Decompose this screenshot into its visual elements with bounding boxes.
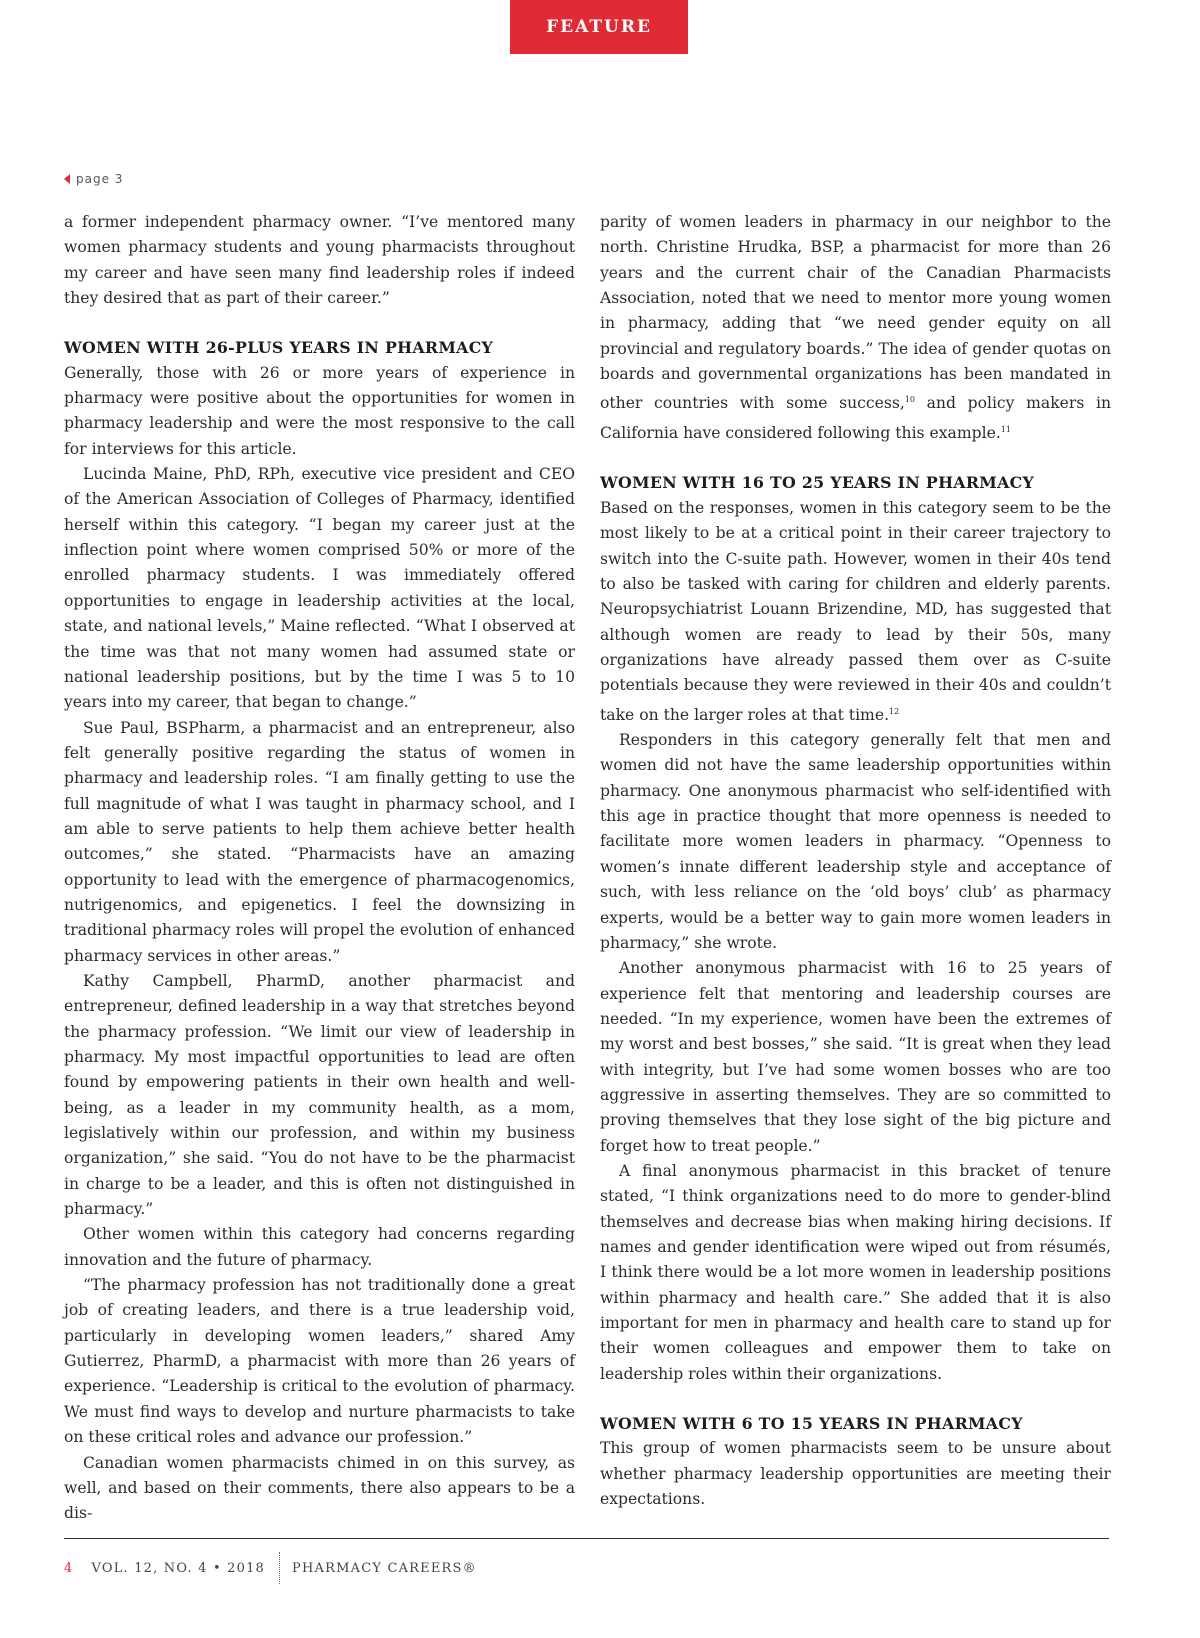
publication-name: PHARMACY CAREERS® (292, 1560, 477, 1576)
paragraph-text: and policy makers in California have considered following this example. (600, 394, 1111, 443)
footer (64, 1551, 477, 1585)
paragraph (600, 210, 1111, 446)
paragraph: a former independent pharmacy owner. “I’ve mentored many women pharmacy students and young pharmacists throughout my career and have seen many find leadership roles if indeed they desired that as part of their career.” (64, 213, 575, 308)
footnote-ref: 10 (904, 395, 915, 405)
paragraph: Kathy Campbell, PharmD, another pharmacist and entrepreneur, defined leadership in a way that stretches beyond the pharmacy profession. “We limit our view of leadership in pharmacy. My most impactful opportunities to lead are often found by empowering patients in their own health and well-being, as a leader in my community health, as a mom, legislatively within our profession, and within my business organization,” she said. “You do not have to be the pharmacist in charge to be a leader, and this is often not distinguished in pharmacy.” (64, 971, 575, 1219)
paragraph (600, 496, 1111, 728)
left-column (64, 210, 575, 1527)
section-heading-6-to-15: WOMEN WITH 6 TO 15 YEARS IN PHARMACY (600, 1414, 1023, 1434)
footer-divider (64, 1538, 1109, 1539)
paragraph: Canadian women pharmacists chimed in on this survey, as well, and based on their comments, there also appears to be a dis- (64, 1453, 575, 1523)
continued-from-label: page 3 (76, 172, 124, 186)
section-heading-16-to-25: WOMEN WITH 16 TO 25 YEARS IN PHARMACY (600, 473, 1035, 493)
continued-from-page[interactable] (64, 172, 123, 186)
left-triangle-icon (64, 174, 70, 184)
paragraph: Lucinda Maine, PhD, RPh, executive vice president and CEO of the American Association of Colleges of Pharmacy, identified herself within this category. “I began my career just at the inflection point where women comprised 50% or more of the enrolled pharmacy students. I was immediately offered opportunities to engage in leadership activities at the local, state, and national levels,” Maine reflected. “What I observed at the time was that not many women had assumed state or national leadership positions, but by the time I was 5 to 10 years into my career, that began to change.” (64, 465, 575, 712)
paragraph: Sue Paul, BSPharm, a pharmacist and an entrepreneur, also felt generally positive regarding the status of women in pharmacy and leadership roles. “I am finally getting to use the full magnitude of what I was taught in pharmacy school, and I am able to serve patients to help them achieve better health outcomes,” she stated. “Pharmacists have an amazing opportunity to lead with the emergence of pharmacogenomics, nutrigenomics, and epigenetics. I feel the downsizing in traditional pharmacy roles will propel the evolution of enhanced pharmacy services in other areas.” (64, 718, 575, 965)
footnote-ref: 12 (889, 706, 900, 716)
page-number: 4 (64, 1560, 74, 1576)
paragraph: A final anonymous pharmacist in this bracket of tenure stated, “I think organizations need to do more to gender-blind themselves and decrease bias when making hiring decisions. If names and gender identification were wiped out from résumés, I think there would be a lot more women in leadership positions within pharmacy and health care.” She added that it is also important for men in pharmacy and health care to stand up for their women colleagues and empower them to take on leadership roles within their organizations. (600, 1161, 1111, 1383)
paragraph: This group of women pharmacists seem to be unsure about whether pharmacy leadership opportunities are meeting their expectations. (600, 1439, 1111, 1509)
paragraph: Generally, those with 26 or more years of experience in pharmacy were positive about the opportunities for women in pharmacy leadership and were the most responsive to the call for interviews for this article. (64, 363, 575, 458)
paragraph: Another anonymous pharmacist with 16 to 25 years of experience felt that mentoring and leadership courses are needed. “In my experience, women have been the extremes of my worst and best bosses,” she said. “It is great when they lead with integrity, but I’ve had some women bosses who are too aggressive in asserting themselves. They are so committed to proving themselves that they lose sight of the big picture and forget how to treat people.” (600, 959, 1111, 1155)
section-heading-26-plus: WOMEN WITH 26-PLUS YEARS IN PHARMACY (64, 338, 494, 358)
footer-separator (279, 1552, 280, 1584)
paragraph: “The pharmacy profession has not traditionally done a great job of creating leaders, and there is a true leadership void, particularly in developing women leaders,” shared Amy Gutierrez, PharmD, a pharmacist with more than 26 years of experience. “Leadership is critical to the evolution of pharmacy. We must find ways to develop and nurture pharmacists to take on these critical roles and advance our profession.” (64, 1276, 575, 1447)
issue-info: VOL. 12, NO. 4 • 2018 (91, 1560, 266, 1576)
paragraph: Other women within this category had concerns regarding innovation and the future of pharmacy. (64, 1225, 575, 1269)
right-column (600, 210, 1111, 1512)
paragraph-text: Based on the responses, women in this category seem to be the most likely to be at a critical point in their career trajectory to switch into the C-suite path. However, women in their 40s tend to also be tasked with caring for children and elderly parents. Neuropsychiatrist Louann Brizendine, MD, has suggested that although women are ready to lead by their 50s, many organizations have already passed them over as C-suite potentials because they were reviewed in their 40s and couldn’t take on the larger roles at that time. (600, 498, 1111, 724)
section-tab: FEATURE (510, 0, 688, 54)
paragraph: Responders in this category generally felt that men and women did not have the same leadership opportunities within pharmacy. One anonymous pharmacist who self-identified with this age in practice thought that more openness is needed to facilitate more women leaders in pharmacy. “Openness to women’s innate different leadership style and acceptance of such, with less reliance on the ‘old boys’ club’ as pharmacy experts, would be a better way to gain more women leaders in pharmacy,” she wrote. (600, 731, 1111, 952)
paragraph-text: parity of women leaders in pharmacy in our neighbor to the north. Christine Hrudka, BSP, a pharmacist for more than 26 years and the current chair of the Canadian Pharmacists Association, noted that we need to mentor more young women in pharmacy, adding that “we need gender equity on all provincial and regulatory boards.” The idea of gender quotas on boards and governmental organizations has been mandated in other countries with some success, (600, 213, 1111, 413)
footnote-ref: 11 (1000, 424, 1011, 434)
